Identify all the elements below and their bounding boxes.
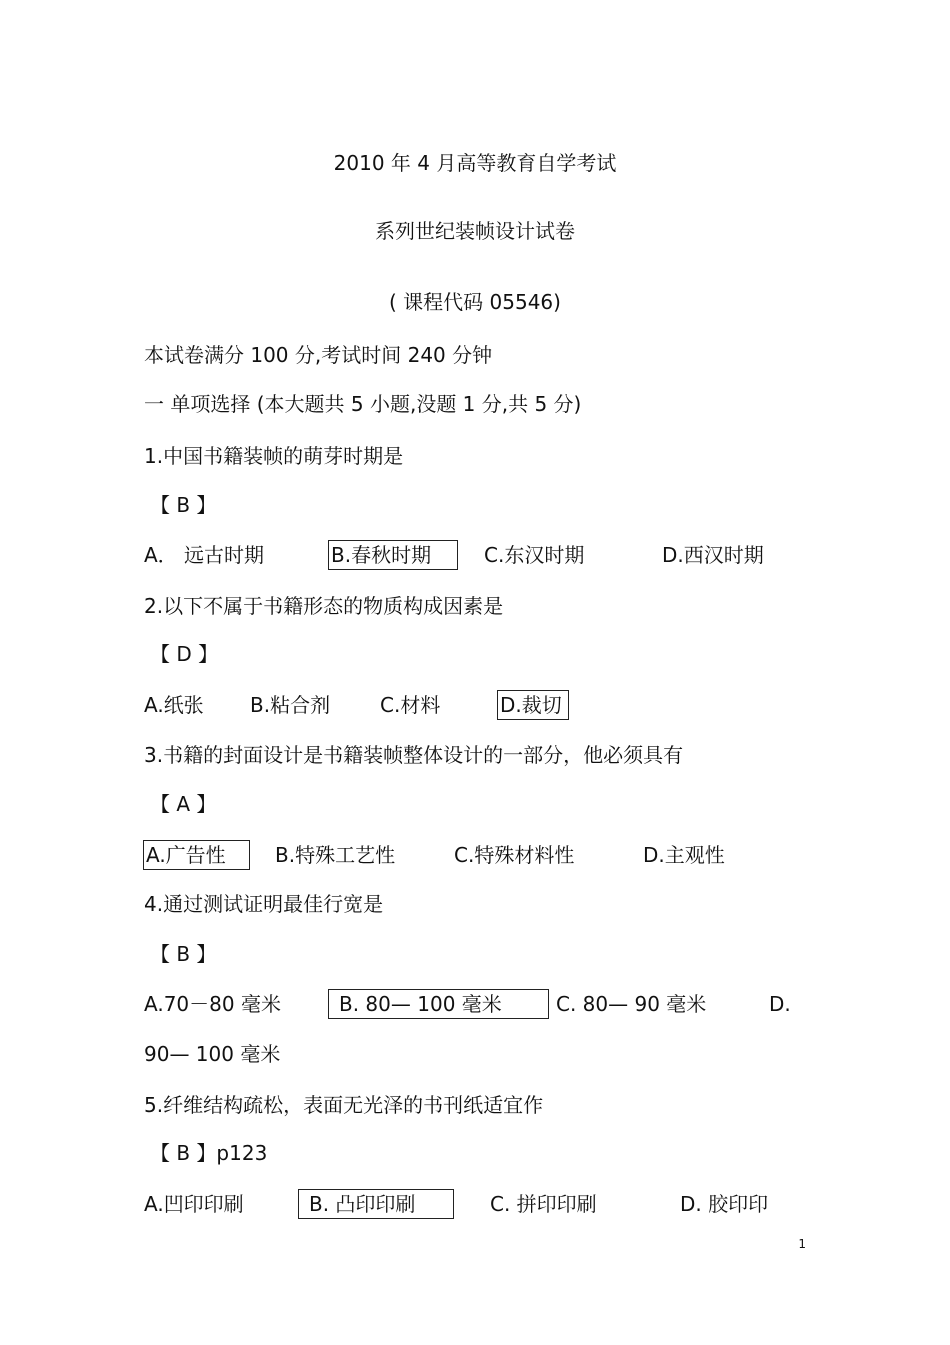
question-stem: 3.书籍的封面设计是书籍装帧整体设计的一部分，他必须具有	[144, 743, 684, 767]
exam-title: 2010 年 4 月高等教育自学考试	[333, 151, 617, 175]
section-heading: 一 单项选择 (本大题共 5 小题,没题 1 分,共 5 分)	[144, 392, 582, 416]
question-stem: 2.以下不属于书籍形态的物质构成因素是	[144, 594, 504, 618]
score-line: 本试卷满分 100 分,考试时间 240 分钟	[144, 343, 493, 367]
option-c: C. 拼印印刷	[490, 1192, 597, 1216]
option-b-selected: B. 凸印印刷	[298, 1189, 454, 1219]
question-answer: 【 B 】	[150, 942, 217, 966]
question-stem: 5.纤维结构疏松，表面无光泽的书刊纸适宜作	[144, 1093, 544, 1117]
option-d: D.西汉时期	[662, 543, 764, 567]
option-c: C.材料	[380, 693, 441, 717]
option-b-selected: B.春秋时期	[328, 540, 458, 570]
option-d-continuation: 90— 100 毫米	[144, 1042, 281, 1066]
exam-subtitle: 系列世纪装帧设计试卷	[375, 219, 575, 243]
course-code: ( 课程代码 05546)	[389, 290, 561, 314]
option-a-selected: A.广告性	[143, 840, 250, 870]
option-c: C. 80— 90 毫米	[556, 992, 707, 1016]
question-answer: 【 D 】	[150, 642, 219, 666]
option-a: A.纸张	[144, 693, 204, 717]
option-d: D.主观性	[643, 843, 725, 867]
option-c: C.东汉时期	[484, 543, 585, 567]
question-answer: 【 B 】p123	[150, 1141, 268, 1165]
option-c: C.特殊材料性	[454, 843, 575, 867]
option-b-selected: B. 80— 100 毫米	[328, 989, 549, 1019]
page-number: 1	[798, 1237, 806, 1251]
option-d: D. 胶印印	[680, 1192, 769, 1216]
option-b: B.粘合剂	[250, 693, 331, 717]
option-d-selected: D.裁切	[497, 690, 569, 720]
option-a: A.凹印印刷	[144, 1192, 244, 1216]
option-b: B.特殊工艺性	[275, 843, 396, 867]
option-a: A.70－80 毫米	[144, 992, 281, 1016]
question-answer: 【 A 】	[150, 792, 217, 816]
option-a: A． 远古时期	[144, 543, 265, 567]
question-stem: 1.中国书籍装帧的萌芽时期是	[144, 444, 404, 468]
question-stem: 4.通过测试证明最佳行宽是	[144, 892, 384, 916]
question-answer: 【 B 】	[150, 493, 217, 517]
option-d: D.	[769, 992, 791, 1016]
